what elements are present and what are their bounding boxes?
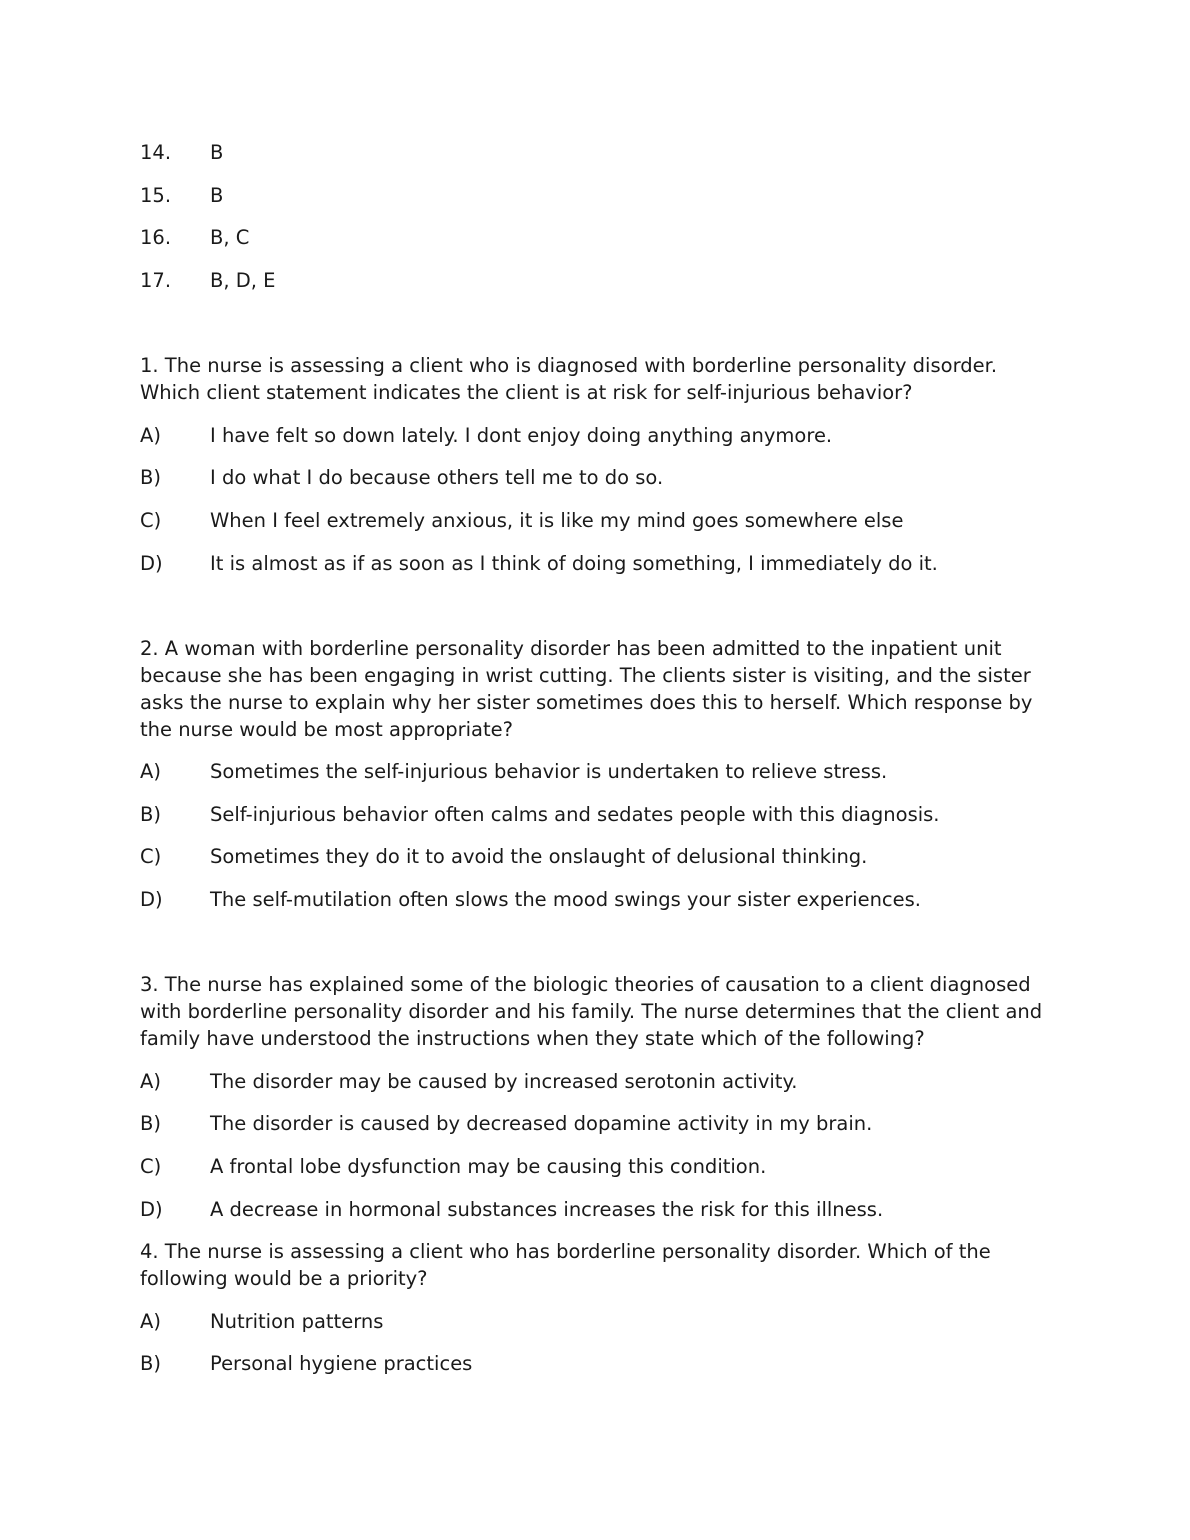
option-text: Sometimes the self-injurious behavior is undertaken to relieve stress.: [210, 760, 888, 783]
option-text: The disorder is caused by decreased dopamine activity in my brain.: [210, 1112, 873, 1135]
question-stem: 3. The nurse has explained some of the biologic theories of causation to a client diagnosed with borderline personality disorder and his family. The nurse determines that the client and family have understood the instructions when they state which of the following?: [140, 973, 1043, 1050]
option-text: It is almost as if as soon as I think of doing something, I immediately do it.: [210, 552, 938, 575]
question-stem: 4. The nurse is assessing a client who has borderline personality disorder. Which of the following would be a priority?: [140, 1240, 991, 1290]
option-text: Self-injurious behavior often calms and sedates people with this diagnosis.: [210, 803, 940, 826]
option-text: When I feel extremely anxious, it is like my mind goes somewhere else: [210, 509, 904, 532]
question-stem: 2. A woman with borderline personality disorder has been admitted to the inpatient unit because she has been engaging in wrist cutting. The clients sister is visiting, and the sister asks the nurse to explain why her sister sometimes does this to herself. Which response by the nurse would be most appropriate?: [140, 637, 1033, 741]
option-letter: D): [140, 888, 163, 911]
answer-number: 15.: [140, 184, 172, 207]
option-letter: B): [140, 803, 161, 826]
answer-number: 16.: [140, 226, 172, 249]
option-text: Sometimes they do it to avoid the onslaught of delusional thinking.: [210, 845, 868, 868]
option-text: I do what I do because others tell me to do so.: [210, 466, 664, 489]
option-letter: A): [140, 1310, 161, 1333]
option-letter: B): [140, 466, 161, 489]
answer-value: B: [210, 184, 224, 207]
option-text: Personal hygiene practices: [210, 1352, 473, 1375]
option-letter: B): [140, 1112, 161, 1135]
answer-number: 14.: [140, 141, 172, 164]
option-text: A decrease in hormonal substances increases the risk for this illness.: [210, 1198, 884, 1221]
option-text: Nutrition patterns: [210, 1310, 384, 1333]
option-text: I have felt so down lately. I dont enjoy doing anything anymore.: [210, 424, 833, 447]
answer-number: 17.: [140, 269, 172, 292]
option-letter: C): [140, 845, 162, 868]
option-letter: C): [140, 509, 162, 532]
option-text: The self-mutilation often slows the mood swings your sister experiences.: [210, 888, 922, 911]
option-text: The disorder may be caused by increased serotonin activity.: [210, 1070, 798, 1093]
option-letter: C): [140, 1155, 162, 1178]
option-text: A frontal lobe dysfunction may be causing this condition.: [210, 1155, 767, 1178]
option-letter: A): [140, 1070, 161, 1093]
question-stem: 1. The nurse is assessing a client who is diagnosed with borderline personality disorder. Which client statement indicates the client is at risk for self-injurious behavior?: [140, 354, 998, 404]
answer-value: B, D, E: [210, 269, 276, 292]
option-letter: D): [140, 552, 163, 575]
option-letter: B): [140, 1352, 161, 1375]
answer-value: B, C: [210, 226, 250, 249]
option-letter: A): [140, 760, 161, 783]
option-letter: D): [140, 1198, 163, 1221]
option-letter: A): [140, 424, 161, 447]
answer-value: B: [210, 141, 224, 164]
